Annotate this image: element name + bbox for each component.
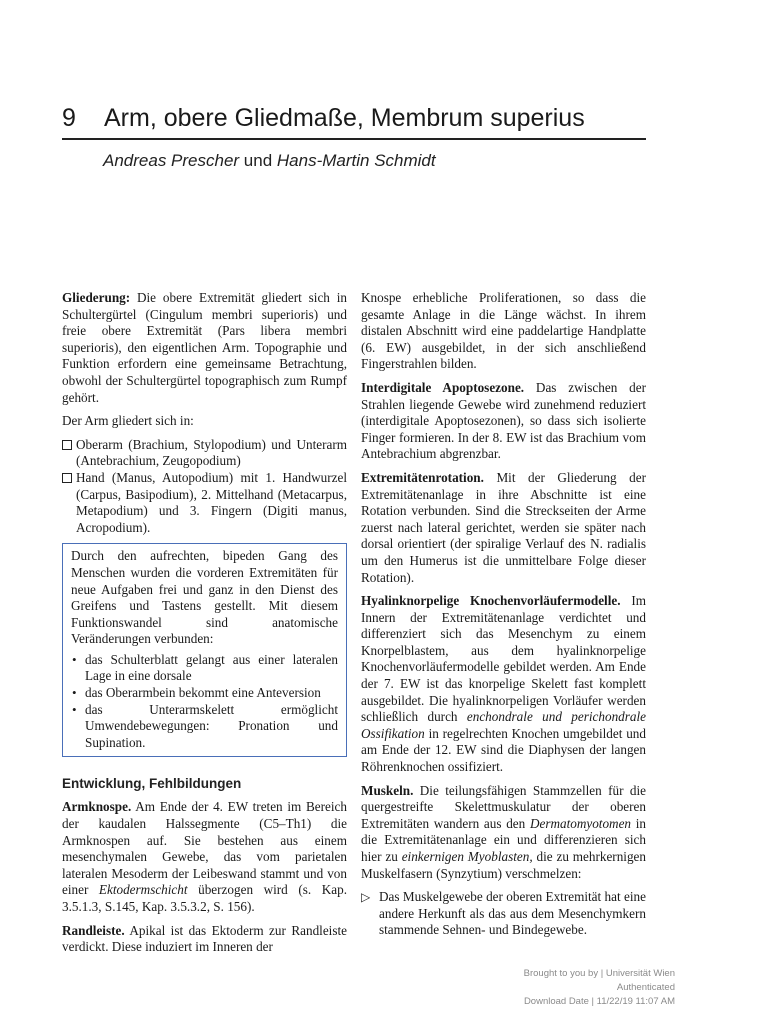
text-randleiste: Apikal ist das Ektoderm zur Randleiste verdickt. Diese induziert im Inneren der — [62, 922, 347, 955]
author-2: Hans-Martin Schmidt — [276, 151, 436, 170]
list-item — [71, 702, 338, 752]
bullet-icon: • — [72, 701, 77, 717]
author-conjunction: und — [239, 151, 277, 170]
text-rotation: Mit der Gliederung der Extremitätenanlage in ihre Abschnitte ist eine Rotation verbunden. Sind die Streckseiten der Arme zuerst nach lateral gerichtet, werden sie später nach dorsal orientiert (der spiralige Verlauf des N. radialis um den Humerus ist die unmittelbare Folge dieser Rotation). — [361, 469, 646, 585]
paragraph-apoptosezone — [361, 380, 646, 463]
text-armknospe-b: überzogen wird (s. Kap. 3.5.1.3, S.145, Kap. 3.5.3.2, S. 156). — [62, 882, 347, 914]
list-item — [62, 470, 347, 536]
term-gliederung: Gliederung: — [62, 290, 131, 305]
footer-line-2: Authenticated — [616, 982, 675, 993]
triangle-list — [361, 889, 646, 939]
triangle-bullet-icon: ▷ — [361, 890, 371, 905]
paragraph-muskeln — [361, 783, 646, 883]
chapter-title — [62, 102, 646, 134]
text-knochenvorlaeufer-a: Im Innern der Extremitätenanlage verdichtet und differenziert sich das Mesenchym zu einem Knorpelblastem, aus dem hyalinknorpelige Knochenvorläufermodelle gebildet werden. Am Ende der 7. EW ist das knorpelige Skelett fast komplett ausgebildet. Die hyalinknorpeligen Vorläufer werden schließlich durch — [361, 593, 646, 725]
chapter-number: 9 — [62, 104, 76, 132]
italic-ektodermschicht: Ektodermschicht — [98, 882, 188, 898]
list-item-text: das Unterarmskelett ermöglicht Umwendebewegungen: Pronation und Supination. — [85, 701, 338, 750]
text-armknospe-a: Am Ende der 4. EW treten im Bereich der kaudalen Halssegmente (C5–Th1) die Armknospen auf. Sie bestehen aus einem mesenchymalen Gewebe, das vom parietalen lateralen Mesoderm der Leibeswand stammt und von einer — [62, 799, 347, 898]
list-item — [361, 889, 646, 939]
text-apoptosezone: Das zwischen der Strahlen liegende Gewebe wird zunehmend reduziert (interdigitale Apoptosezonen), so dass sich isolierte Finger formieren. In der 8. EW ist das Brachium vom Antebrachium abgrenzbar. — [361, 379, 646, 462]
list-item-text: Hand (Manus, Autopodium) mit 1. Handwurzel (Carpus, Basipodium), 2. Mittelhand (Metacarpus, Metapodium) und 3. Fingern (Digiti manus, Acropodium). — [76, 469, 347, 535]
left-column — [62, 290, 347, 963]
text-muskeln-a: Die teilungsfähigen Stammzellen für die quergestreifte Skelettmuskulatur der oberen Extremitäten wandern aus den — [361, 782, 646, 831]
list-item-text: Oberarm (Brachium, Stylopodium) und Unterarm (Antebrachium, Zeugopodium) — [76, 436, 347, 469]
footer-line-3: Download Date | 11/22/19 11:07 AM — [523, 996, 675, 1007]
term-randleiste: Randleiste. — [62, 922, 125, 938]
text-muskeln-b: in die Extremitätenanlage ein und differenzieren sich hier zu — [361, 815, 646, 864]
list-item — [71, 652, 338, 685]
paragraph-knospe: Knospe erhebliche Proliferationen, so dass die gesamte Anlage in die Länge wächst. In ihrem distalen Abschnitt wird eine paddelartige Handplatte (6. EW) ausgebildet, in der sich anschließend Fingerstrahlen bilden. — [361, 290, 646, 372]
section-heading: Entwicklung, Fehlbildungen — [62, 776, 242, 792]
list-item-text: das Oberarmbein bekommt eine Anteversion — [85, 685, 321, 701]
checkbox-list — [62, 437, 347, 537]
download-footer — [455, 967, 675, 1009]
paragraph-armknospe — [62, 799, 347, 915]
right-column — [361, 290, 646, 946]
term-muskeln: Muskeln. — [361, 782, 414, 798]
term-knochenvorlaeufer: Hyalinknorpelige Knochenvorläufermodelle. — [361, 593, 621, 609]
text-gliederung: Die obere Extremität gliedert sich in Schultergürtel (Cingulum membri superioris) und freie obere Extremität (Pars libera membri superioris), den eigentlichen Arm. Topographie und Funktion erfordern eine gemeinsame Betrachtung, obwohl der Schultergürtel topographisch zum Rumpf gehört. — [62, 290, 347, 405]
info-box-bullets — [71, 652, 338, 752]
term-rotation: Extremitätenrotation. — [361, 469, 484, 485]
text-muskeln-c: die zu mehrkernigen Muskelfasern (Synzytium) verschmelzen: — [361, 849, 647, 881]
list-item — [62, 437, 347, 470]
paragraph-arm-gliedert: Der Arm gliedert sich in: — [62, 413, 194, 429]
chapter-title-text: Arm, obere Gliedmaße, Membrum superius — [104, 104, 585, 132]
list-item-text: das Schulterblatt gelangt aus einer lateralen Lage in eine dorsale — [85, 651, 338, 684]
term-apoptosezone: Interdigitale Apoptosezone. — [361, 379, 525, 395]
authors — [103, 150, 436, 172]
italic-ossifikation: enchondrale und perichondrale Ossifikation — [361, 709, 646, 741]
square-bullet-icon — [62, 440, 72, 450]
info-box-intro: Durch den aufrechten, bipeden Gang des Menschen wurden die vorderen Extremitäten für neue Aufgaben frei und ganz in den Dienst des Greifens und Tastens gestellt. Mit diesem Funktionswandel sind anatomische Veränderungen verbunden: — [71, 548, 338, 647]
list-item-text: Das Muskelgewebe der oberen Extremität hat eine andere Herkunft als das aus dem Mesenchymkern stammende Sehnen- und Bindegewebe. — [379, 889, 646, 938]
info-box — [62, 543, 347, 757]
term-armknospe: Armknospe. — [62, 799, 132, 815]
paragraph-rotation — [361, 470, 646, 586]
footer-line-1: Brought to you by | Universität Wien — [523, 968, 675, 979]
italic-myoblasten: einkernigen Myoblasten, — [401, 849, 533, 864]
bullet-icon: • — [72, 685, 77, 701]
paragraph-randleiste — [62, 923, 347, 956]
bullet-icon: • — [72, 651, 77, 667]
paragraph-knochenvorlaeufer — [361, 593, 646, 776]
square-bullet-icon — [62, 473, 72, 483]
text-knochenvorlaeufer-b: in regelrechten Knochen umgebildet und am Ende der 12. EW sind die Diaphysen der langen Röhrenknochen ossifiziert. — [361, 725, 646, 775]
title-rule — [62, 138, 646, 140]
list-item — [71, 685, 338, 702]
italic-dermatomyotomen: Dermatomyotomen — [529, 815, 632, 831]
paragraph-gliederung — [62, 290, 347, 406]
author-1: Andreas Prescher — [103, 151, 240, 170]
